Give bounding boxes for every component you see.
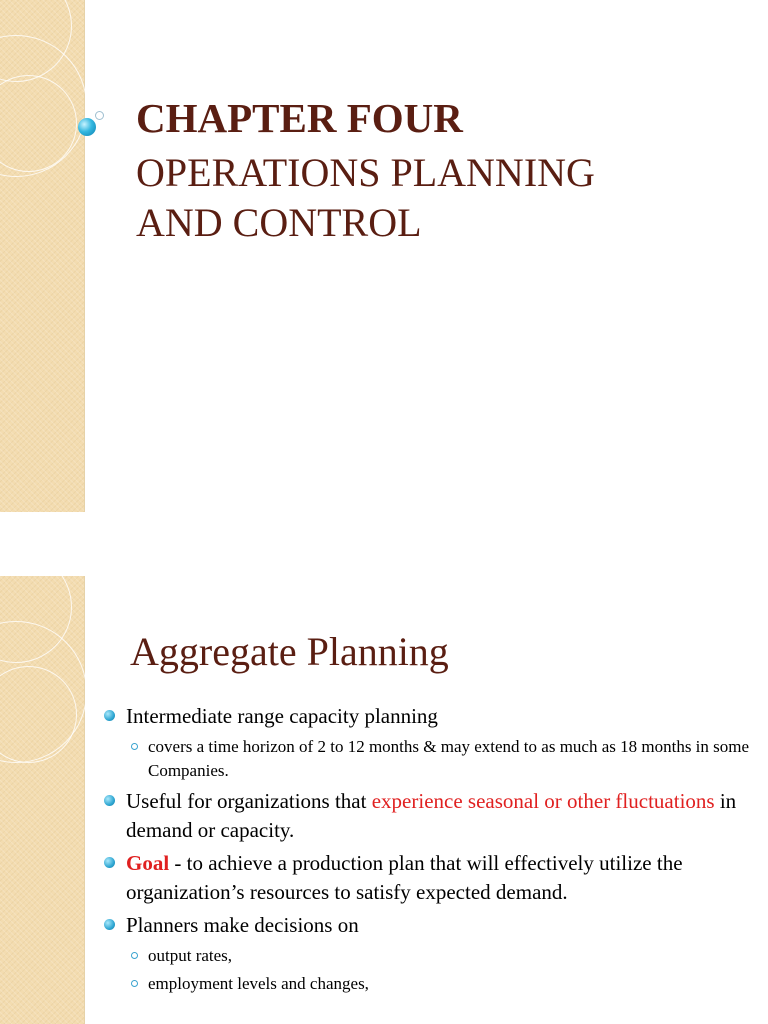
chapter-subtitle: [136, 148, 736, 248]
decorative-dot-icon: [78, 118, 96, 136]
slide-aggregate-planning: [0, 576, 768, 1024]
chapter-subtitle-line: OPERATIONS PLANNING: [136, 150, 595, 195]
bullet-highlight: experience seasonal or other fluctuations: [371, 789, 715, 813]
sub-bullet-ring-icon: [131, 743, 138, 750]
sub-bullet-item: [104, 972, 764, 996]
sub-bullet-ring-icon: [131, 952, 138, 959]
bullet-item: [104, 911, 764, 940]
bullet-text: Intermediate range capacity planning: [126, 704, 438, 728]
sub-bullet-text: employment levels and changes,: [148, 974, 369, 993]
chapter-subtitle-line: AND CONTROL: [136, 200, 422, 245]
decorative-dot-icon: [95, 111, 104, 120]
decorative-side-strip: [0, 576, 85, 1024]
decorative-side-strip: [0, 0, 85, 512]
bullet-text: Useful for organizations that: [126, 789, 372, 813]
bullet-list: [104, 702, 764, 1000]
bullet-text: Planners make decisions on: [126, 913, 359, 937]
bullet-text: - to achieve a production plan that will effectively utilize the organization’s resources to satisfy expected demand.: [126, 851, 683, 904]
bullet-dot-icon: [104, 919, 115, 930]
bullet-item: [104, 787, 764, 845]
bullet-dot-icon: [104, 795, 115, 806]
bullet-dot-icon: [104, 857, 115, 868]
slide-gap: [0, 512, 768, 576]
sub-bullet-ring-icon: [131, 980, 138, 987]
bullet-item: [104, 849, 764, 907]
sub-bullet-item: [104, 735, 764, 783]
bullet-text: in demand or capacity.: [126, 789, 737, 842]
sub-bullet-item: [104, 944, 764, 968]
sub-bullet-text: output rates,: [148, 946, 233, 965]
bullet-item: [104, 702, 764, 731]
chapter-title: CHAPTER FOUR: [136, 95, 463, 141]
bullet-dot-icon: [104, 710, 115, 721]
sub-bullet-text: covers a time horizon of 2 to 12 months & may extend to as much as 18 months in some Companies.: [148, 737, 750, 780]
slide-title-text: Aggregate Planning: [130, 629, 449, 674]
goal-label: Goal: [126, 851, 170, 875]
